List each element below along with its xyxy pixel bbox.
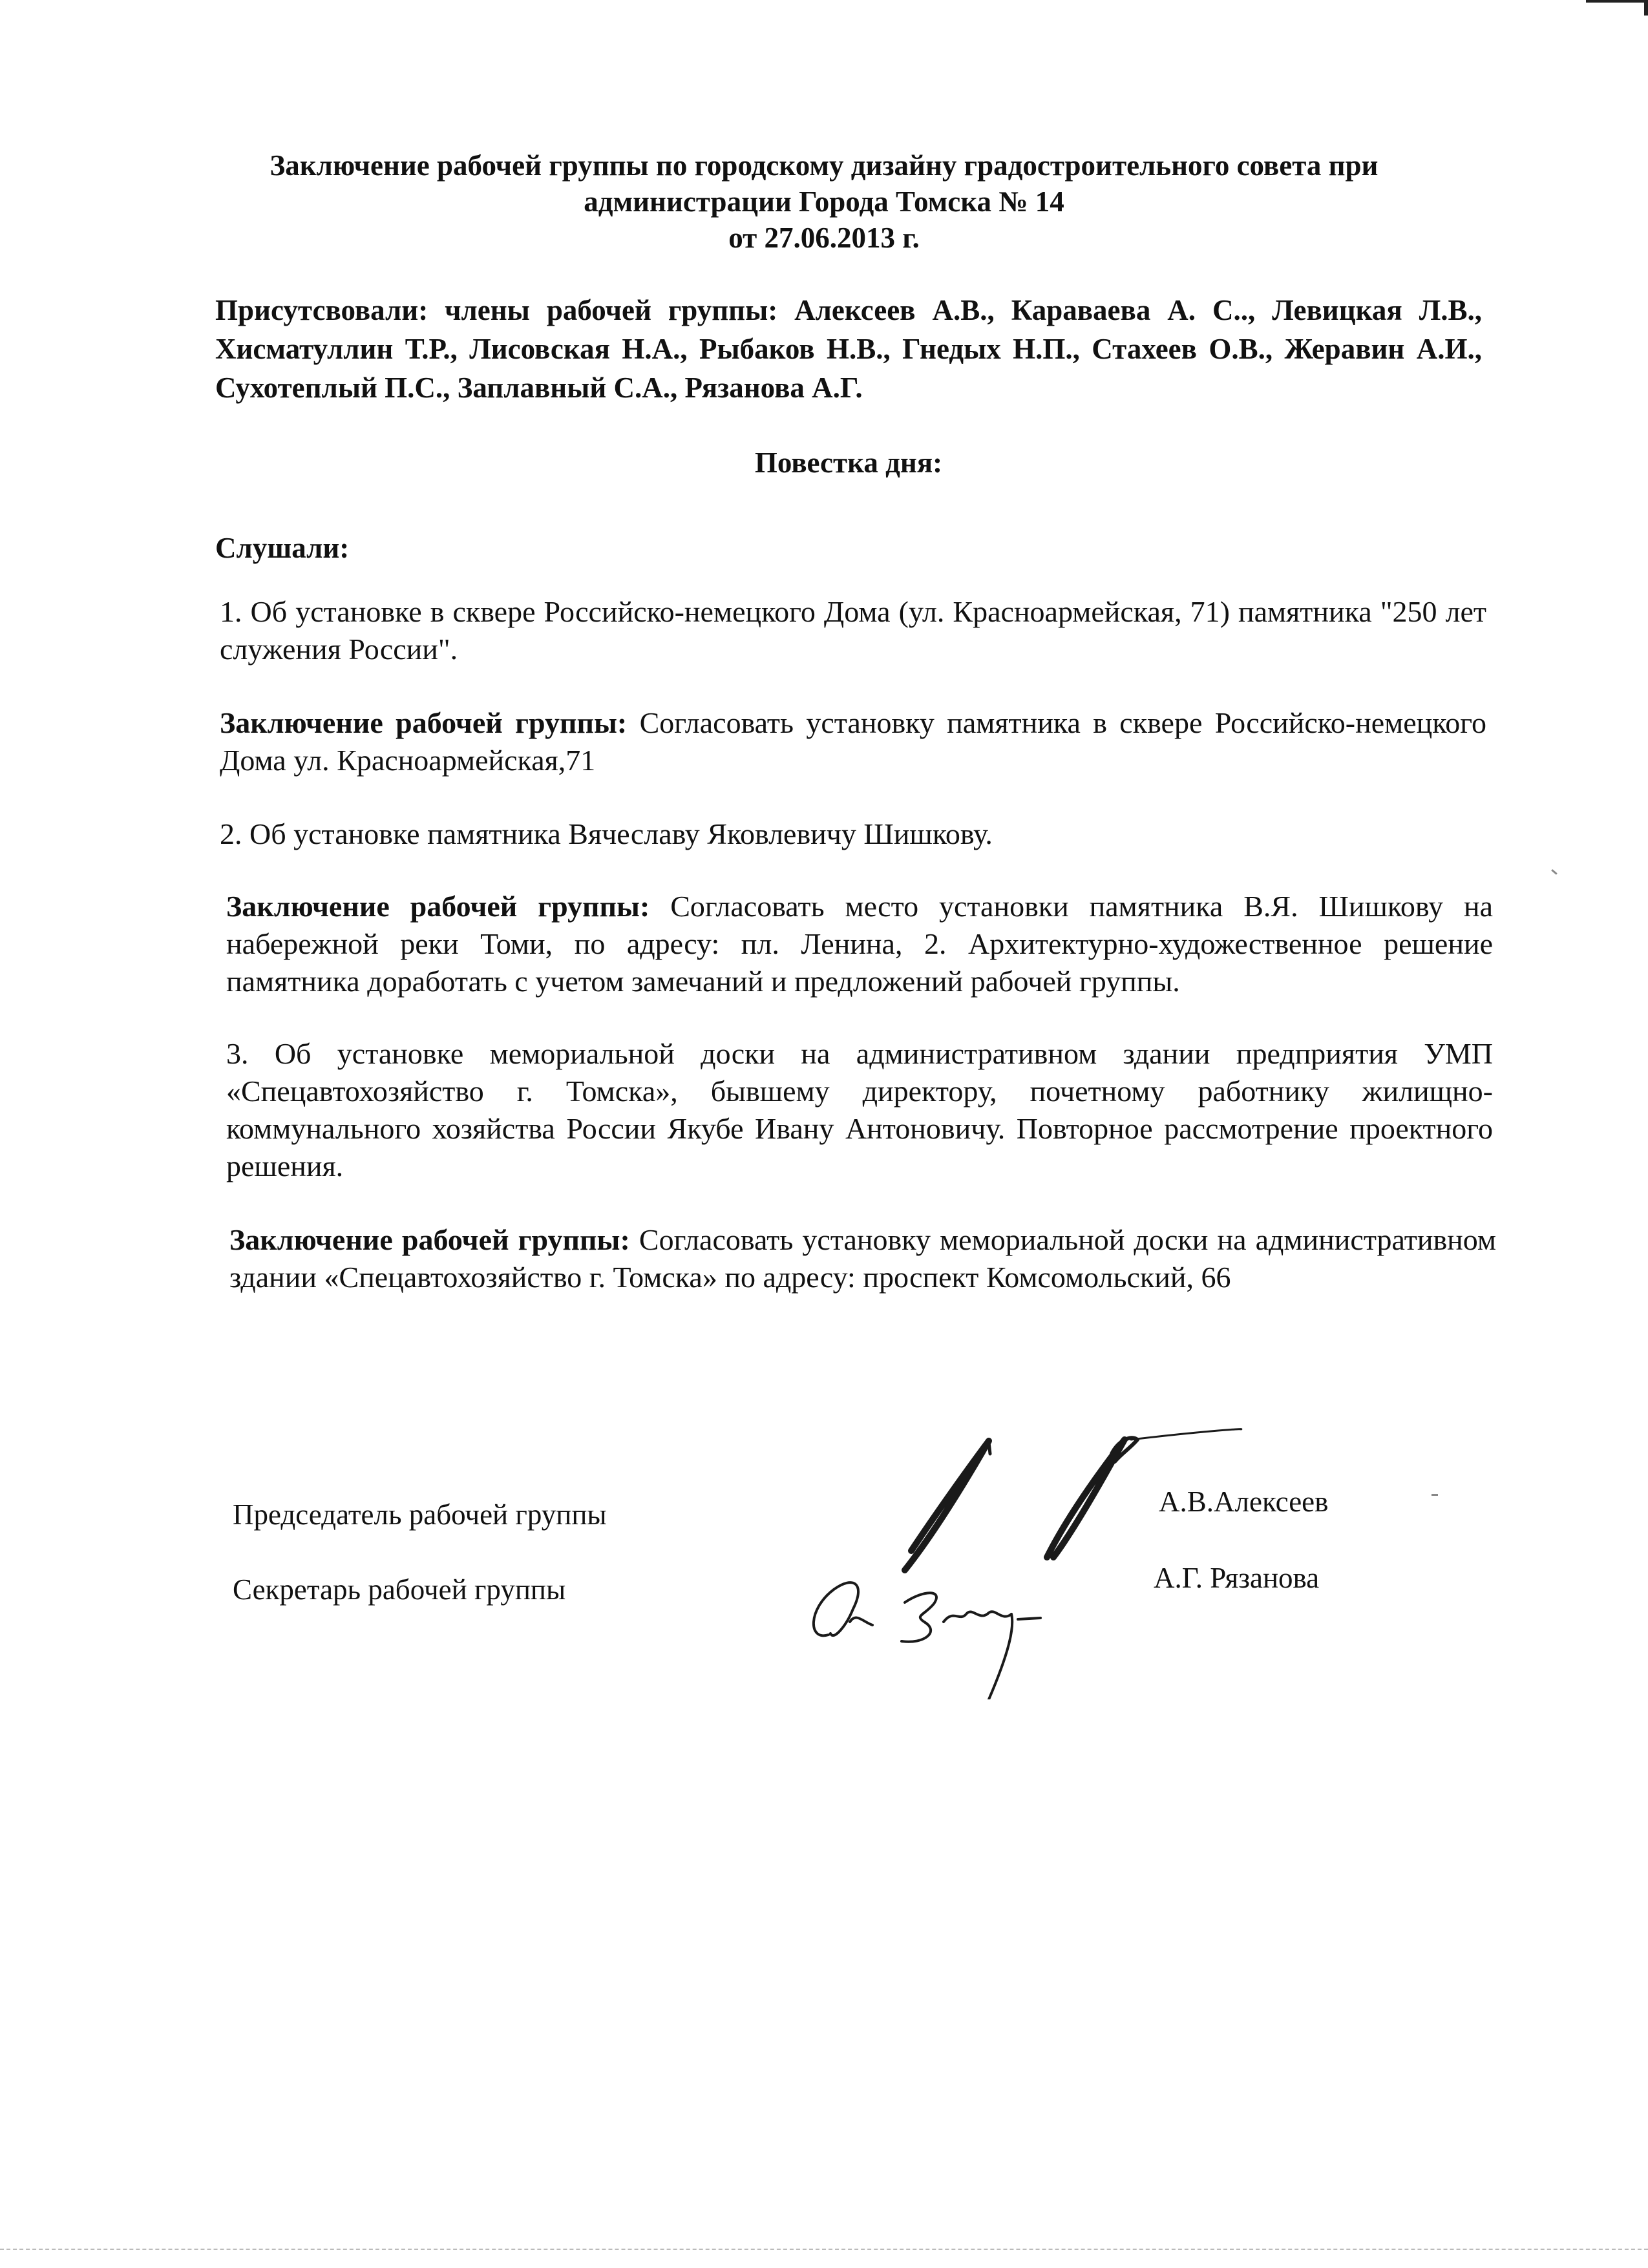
conclusion-text: Согласовать установку памятника в сквере Российско-немецкого Дома ул. Красноармейская,71 bbox=[220, 706, 1487, 777]
signature-stroke bbox=[1131, 1429, 1241, 1440]
signature-stroke bbox=[1112, 1438, 1137, 1462]
conclusion-label: Заключение рабочей группы: bbox=[220, 706, 628, 739]
attendees-paragraph: Присутсвовали: члены рабочей группы: Алексеев А.В., Караваева А. С.., Левицкая Л.В., Хисматуллин Т.Р., Лисовская Н.А., Рыбаков Н.В., Гнедых Н.П., Стахеев О.В., Жеравин А.И., Сухотеплый П.С., Заплавный С.А., Рязанова А.Г. bbox=[215, 294, 1482, 404]
document-title bbox=[162, 147, 1486, 256]
heard-heading: Слушали: bbox=[215, 532, 350, 564]
conclusion-2 bbox=[226, 888, 1493, 1000]
signature-stroke bbox=[905, 1441, 989, 1570]
signature-stroke bbox=[1018, 1618, 1041, 1619]
scan-speck bbox=[1431, 1494, 1438, 1496]
agenda-heading: Повестка дня: bbox=[754, 446, 943, 479]
signature-stroke bbox=[1047, 1440, 1125, 1557]
signature-stroke bbox=[850, 1618, 872, 1625]
conclusion-label: Заключение рабочей группы: bbox=[229, 1223, 630, 1256]
conclusion-text: Согласовать установку мемориальной доски на административном здании «Спецавтохозяйство г. Томска» по адресу: проспект Комсомольский, 66 bbox=[229, 1223, 1497, 1294]
agenda-item-1: 1. Об установке в сквере Российско-немецкого Дома (ул. Красноармейская, 71) памятника "250 лет служения России". bbox=[220, 595, 1486, 666]
secretary-role: Секретарь рабочей группы bbox=[233, 1573, 566, 1606]
agenda-item-2: 2. Об установке памятника Вячеславу Яковлевичу Шишкову. bbox=[220, 817, 993, 850]
agenda-item-3: 3. Об установке мемориальной доски на административном здании предприятия УМП «Спецавтохозяйство г. Томска», бывшему директору, почетному работнику жилищно-коммунального хозяйства России Якубе Ивану Антоновичу. Повторное рассмотрение проектного решения. bbox=[226, 1037, 1493, 1182]
signature-stroke bbox=[902, 1593, 936, 1642]
chair-name: А.В.Алексеев bbox=[1159, 1486, 1329, 1518]
conclusion-1 bbox=[220, 704, 1486, 779]
signature-stroke bbox=[944, 1612, 1011, 1622]
scan-speck bbox=[1551, 869, 1558, 875]
signature-stroke bbox=[989, 1614, 1012, 1699]
chair-role: Председатель рабочей группы bbox=[233, 1498, 607, 1531]
scan-bottom-edge bbox=[0, 2249, 1648, 2250]
signature-stroke bbox=[814, 1582, 858, 1635]
title-date: от 27.06.2013 г. bbox=[728, 222, 920, 254]
secretary-name: А.Г. Рязанова bbox=[1154, 1562, 1320, 1594]
conclusion-text: Согласовать место установки памятника В.Я. Шишкову на набережной реки Томи, по адресу: пл. Ленина, 2. Архитектурно-художественное решение памятника доработать с учетом замечаний и предложений рабочей группы. bbox=[226, 890, 1493, 998]
conclusion-3 bbox=[229, 1221, 1496, 1296]
conclusion-label: Заключение рабочей группы: bbox=[226, 890, 650, 923]
title-line-2: администрации Города Томска № 14 bbox=[584, 185, 1064, 218]
title-line-1: Заключение рабочей группы по городскому дизайну градостроительного совета при bbox=[269, 149, 1379, 182]
scan-border-corner bbox=[1586, 0, 1648, 16]
